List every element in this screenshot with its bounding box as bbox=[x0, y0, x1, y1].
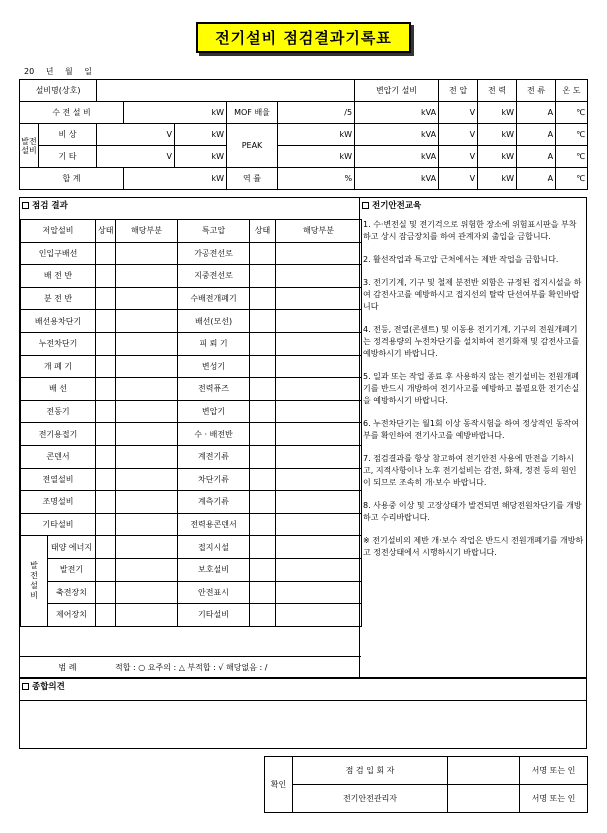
low-part-cell[interactable] bbox=[116, 536, 178, 559]
high-status-cell[interactable] bbox=[250, 491, 276, 514]
high-status-cell[interactable] bbox=[250, 445, 276, 468]
high-status-cell[interactable] bbox=[250, 310, 276, 333]
low-voltage-item: 전열설비 bbox=[21, 468, 96, 491]
low-voltage-item: 기타설비 bbox=[21, 513, 96, 536]
opinion-heading: 종합의견 bbox=[20, 679, 586, 696]
witness-label: 점 검 입 회 자 bbox=[293, 757, 448, 785]
peak-label: PEAK bbox=[227, 124, 278, 168]
document-title: 전기설비 점검결과기록표 bbox=[196, 22, 411, 53]
results-col-header: 해당부분 bbox=[276, 220, 362, 243]
low-voltage-item: 분 전 반 bbox=[21, 287, 96, 310]
safety-item: 7. 점검결과를 항상 참고하여 전기안전 사용에 만전을 기하시고, 지적사항이나 노후 전기설비는 감전, 화재, 정전 등의 원인이 되므로 조속히 개·보수 바랍니다. bbox=[363, 454, 577, 487]
tr2-a[interactable]: A bbox=[517, 124, 556, 146]
results-row bbox=[21, 491, 362, 514]
gen-item: 제어장치 bbox=[48, 604, 96, 627]
tr2-kw[interactable]: kW bbox=[478, 124, 517, 146]
checkbox-square-icon bbox=[22, 202, 29, 209]
high-part-cell[interactable] bbox=[276, 536, 362, 559]
results-row bbox=[21, 400, 362, 423]
low-part-cell[interactable] bbox=[116, 513, 178, 536]
high-voltage-item: 가공전선로 bbox=[178, 242, 250, 265]
confirm-label: 확인 bbox=[265, 757, 293, 813]
tr3-v[interactable]: V bbox=[439, 146, 478, 168]
low-part-cell[interactable] bbox=[116, 400, 178, 423]
low-voltage-item: 배선용차단기 bbox=[21, 310, 96, 333]
high-voltage-item: 차단기류 bbox=[178, 468, 250, 491]
high-voltage-item: 접지시설 bbox=[178, 536, 250, 559]
safety-section bbox=[360, 197, 587, 678]
low-voltage-item: 콘덴서 bbox=[21, 445, 96, 468]
high-status-cell[interactable] bbox=[250, 332, 276, 355]
gen-item: 발전기 bbox=[48, 558, 96, 581]
tr3-a[interactable]: A bbox=[517, 146, 556, 168]
high-part-cell[interactable] bbox=[276, 581, 362, 604]
high-part-cell[interactable] bbox=[276, 378, 362, 401]
tr4-a[interactable]: A bbox=[517, 168, 556, 190]
safety-item: 6. 누전차단기는 월1회 이상 동작시험을 하여 정상적인 동작여부를 확인하여 전기사고를 예방바랍니다. bbox=[363, 419, 579, 440]
high-voltage-item: 변성기 bbox=[178, 355, 250, 378]
manager-sign-label: 서명 또는 인 bbox=[520, 785, 588, 813]
high-part-cell[interactable] bbox=[276, 491, 362, 514]
low-status-cell[interactable] bbox=[96, 378, 116, 401]
legend-row bbox=[20, 656, 361, 678]
high-part-cell[interactable] bbox=[276, 400, 362, 423]
power-factor-label: 역 률 bbox=[227, 168, 278, 190]
results-row bbox=[21, 558, 362, 581]
high-status-cell[interactable] bbox=[250, 513, 276, 536]
low-voltage-item: 배 선 bbox=[21, 378, 96, 401]
low-status-cell[interactable] bbox=[96, 445, 116, 468]
other-v[interactable]: V bbox=[97, 146, 175, 168]
results-section bbox=[19, 197, 360, 678]
safety-item: 8. 사용중 이상 및 고장상태가 발견되면 해당전원차단기를 개방하고 수리바랍니다. bbox=[363, 501, 582, 522]
high-part-cell[interactable] bbox=[276, 242, 362, 265]
voltage-label: 전 압 bbox=[439, 80, 478, 102]
high-part-cell[interactable] bbox=[276, 265, 362, 288]
other-label: 기 타 bbox=[39, 146, 97, 168]
total-label: 합 계 bbox=[20, 168, 124, 190]
peak-kw-2[interactable]: kW bbox=[278, 146, 355, 168]
high-voltage-item: 피 뢰 기 bbox=[178, 332, 250, 355]
low-part-cell[interactable] bbox=[116, 468, 178, 491]
safety-item: 3. 전기기계, 기구 및 철제 분전반 외함은 규정된 접지시설을 하여 감전사고를 예방하시고 접지선의 탈락 단선여부를 확인바랍니다 bbox=[363, 278, 582, 311]
safety-item: 5. 일과 또는 작업 종료 후 사용하지 않는 전기설비는 전원개폐기를 반드시 개방하여 전기사고를 예방하고 불필요한 전기손실을 예방하시기 바랍니다. bbox=[363, 372, 580, 405]
tr4-kw[interactable]: kW bbox=[478, 168, 517, 190]
high-voltage-item: 계측기류 bbox=[178, 491, 250, 514]
results-row bbox=[21, 604, 362, 627]
low-status-cell[interactable] bbox=[96, 581, 116, 604]
tr1-c[interactable]: ℃ bbox=[556, 102, 588, 124]
high-part-cell[interactable] bbox=[276, 604, 362, 627]
low-status-cell[interactable] bbox=[96, 287, 116, 310]
high-voltage-item: 안전표시 bbox=[178, 581, 250, 604]
high-status-cell[interactable] bbox=[250, 287, 276, 310]
results-row bbox=[21, 355, 362, 378]
mof-label: MOF 배율 bbox=[227, 102, 278, 124]
facility-name-value[interactable] bbox=[97, 80, 355, 102]
results-row bbox=[21, 445, 362, 468]
power-label: 전 력 bbox=[478, 80, 517, 102]
power-factor-value[interactable]: % bbox=[278, 168, 355, 190]
high-part-cell[interactable] bbox=[276, 423, 362, 446]
temp-label: 온 도 bbox=[556, 80, 588, 102]
high-voltage-item: 지중전선로 bbox=[178, 265, 250, 288]
total-kw[interactable]: kW bbox=[124, 168, 227, 190]
high-voltage-item: 기타설비 bbox=[178, 604, 250, 627]
high-part-cell[interactable] bbox=[276, 355, 362, 378]
high-status-cell[interactable] bbox=[250, 468, 276, 491]
high-voltage-item: 계전기류 bbox=[178, 445, 250, 468]
results-col-header: 상태 bbox=[96, 220, 116, 243]
low-part-cell[interactable] bbox=[116, 287, 178, 310]
results-header-row bbox=[21, 220, 362, 243]
high-voltage-item: 수 · 배전반 bbox=[178, 423, 250, 446]
high-status-cell[interactable] bbox=[250, 423, 276, 446]
results-row bbox=[21, 378, 362, 401]
low-status-cell[interactable] bbox=[96, 423, 116, 446]
safety-heading: 전기안전교육 bbox=[360, 198, 586, 215]
results-table bbox=[20, 219, 362, 627]
tr4-c[interactable]: ℃ bbox=[556, 168, 588, 190]
high-part-cell[interactable] bbox=[276, 445, 362, 468]
witness-sign-field[interactable] bbox=[448, 757, 520, 785]
results-col-header: 해당부분 bbox=[116, 220, 178, 243]
gen-item: 태양 에너지 bbox=[48, 536, 96, 559]
low-part-cell[interactable] bbox=[116, 581, 178, 604]
high-part-cell[interactable] bbox=[276, 558, 362, 581]
high-voltage-item: 전력퓨즈 bbox=[178, 378, 250, 401]
gen-item: 축전장치 bbox=[48, 581, 96, 604]
safety-text bbox=[363, 219, 584, 570]
low-status-cell[interactable] bbox=[96, 491, 116, 514]
high-status-cell[interactable] bbox=[250, 242, 276, 265]
low-status-cell[interactable] bbox=[96, 265, 116, 288]
high-voltage-item: 변압기 bbox=[178, 400, 250, 423]
results-heading: 점검 결과 bbox=[20, 198, 359, 215]
low-status-cell[interactable] bbox=[96, 558, 116, 581]
low-part-cell[interactable] bbox=[116, 242, 178, 265]
other-kw[interactable]: kW bbox=[175, 146, 227, 168]
facility-name-label: 설비명(상호) bbox=[20, 80, 97, 102]
gen-group-label: 발전설비 bbox=[21, 536, 48, 626]
low-status-cell[interactable] bbox=[96, 310, 116, 333]
low-voltage-item: 누전차단기 bbox=[21, 332, 96, 355]
mof-value[interactable]: /5 bbox=[278, 102, 355, 124]
tr2-v[interactable]: V bbox=[439, 124, 478, 146]
results-row bbox=[21, 287, 362, 310]
low-status-cell[interactable] bbox=[96, 242, 116, 265]
low-part-cell[interactable] bbox=[116, 378, 178, 401]
high-voltage-item: 수배전개폐기 bbox=[178, 287, 250, 310]
tr1-v[interactable]: V bbox=[439, 102, 478, 124]
low-status-cell[interactable] bbox=[96, 604, 116, 627]
low-status-cell[interactable] bbox=[96, 468, 116, 491]
opinion-divider bbox=[20, 700, 586, 701]
high-voltage-item: 배선(모선) bbox=[178, 310, 250, 333]
tr1-kva[interactable]: kVA bbox=[355, 102, 439, 124]
date-line: 20 년 월 일 bbox=[24, 67, 92, 76]
results-row bbox=[21, 310, 362, 333]
safety-item: 1. 수·변전실 및 전기걱으로 위험한 장소에 위험표시판을 부착하고 상시 잠금장치를 하여 관계자외 출입을 금합니다. bbox=[363, 220, 577, 241]
low-part-cell[interactable] bbox=[116, 604, 178, 627]
low-status-cell[interactable] bbox=[96, 400, 116, 423]
high-status-cell[interactable] bbox=[250, 604, 276, 627]
tr1-a[interactable]: A bbox=[517, 102, 556, 124]
tr2-kva[interactable]: kVA bbox=[355, 124, 439, 146]
results-row bbox=[21, 536, 362, 559]
safety-item: ※ 전기설비의 제반 개·보수 작업은 반드시 전원개폐기를 개방하고 정전상태에서 시행하시기 바랍니다. bbox=[363, 536, 584, 557]
tr3-kva[interactable]: kVA bbox=[355, 146, 439, 168]
high-part-cell[interactable] bbox=[276, 468, 362, 491]
manager-sign-field[interactable] bbox=[448, 785, 520, 813]
low-part-cell[interactable] bbox=[116, 558, 178, 581]
high-status-cell[interactable] bbox=[250, 581, 276, 604]
high-part-cell[interactable] bbox=[276, 310, 362, 333]
gen-label: 발전설비 bbox=[20, 124, 39, 168]
high-status-cell[interactable] bbox=[250, 558, 276, 581]
safety-item: 4. 전등, 전열(콘센트) 및 이동용 전기기계, 기구의 전원개폐기는 정격용량의 누전차단기를 설치하여 전기화재 및 감전사고를 예방하시기 바랍니다. bbox=[363, 325, 580, 358]
low-status-cell[interactable] bbox=[96, 332, 116, 355]
manager-label: 전기안전관리자 bbox=[293, 785, 448, 813]
results-row bbox=[21, 513, 362, 536]
tr1-kw[interactable]: kW bbox=[478, 102, 517, 124]
peak-kw-1[interactable]: kW bbox=[278, 124, 355, 146]
tr3-c[interactable]: ℃ bbox=[556, 146, 588, 168]
safety-item: 2. 활선작업과 특고압 근처에서는 제반 작업을 금합니다. bbox=[363, 255, 559, 264]
high-status-cell[interactable] bbox=[250, 536, 276, 559]
high-part-cell[interactable] bbox=[276, 287, 362, 310]
summary-table bbox=[19, 79, 588, 190]
low-part-cell[interactable] bbox=[116, 423, 178, 446]
low-part-cell[interactable] bbox=[116, 265, 178, 288]
low-part-cell[interactable] bbox=[116, 355, 178, 378]
low-voltage-item: 인입구배선 bbox=[21, 242, 96, 265]
high-part-cell[interactable] bbox=[276, 513, 362, 536]
results-row bbox=[21, 242, 362, 265]
opinion-section bbox=[19, 678, 587, 749]
high-status-cell[interactable] bbox=[250, 400, 276, 423]
results-col-header: 저압설비 bbox=[21, 220, 96, 243]
results-row bbox=[21, 265, 362, 288]
low-voltage-item: 배 전 반 bbox=[21, 265, 96, 288]
receiving-kw[interactable]: kW bbox=[124, 102, 227, 124]
low-part-cell[interactable] bbox=[116, 491, 178, 514]
low-part-cell[interactable] bbox=[116, 445, 178, 468]
low-voltage-item: 전기용접기 bbox=[21, 423, 96, 446]
receiving-label: 수 전 설 비 bbox=[20, 102, 124, 124]
emergency-v[interactable]: V bbox=[97, 124, 175, 146]
results-col-header: 특고압 bbox=[178, 220, 250, 243]
low-part-cell[interactable] bbox=[116, 332, 178, 355]
results-row bbox=[21, 423, 362, 446]
low-voltage-item: 개 폐 기 bbox=[21, 355, 96, 378]
low-voltage-item: 조명설비 bbox=[21, 491, 96, 514]
results-row bbox=[21, 332, 362, 355]
high-part-cell[interactable] bbox=[276, 332, 362, 355]
low-part-cell[interactable] bbox=[116, 310, 178, 333]
checkbox-square-icon bbox=[22, 683, 29, 690]
tr4-v[interactable]: V bbox=[439, 168, 478, 190]
legend-label: 범 례 bbox=[58, 663, 77, 672]
high-status-cell[interactable] bbox=[250, 378, 276, 401]
transformer-label: 변압기 설비 bbox=[355, 80, 439, 102]
results-row bbox=[21, 468, 362, 491]
emergency-label: 비 상 bbox=[39, 124, 97, 146]
high-status-cell[interactable] bbox=[250, 355, 276, 378]
results-col-header: 상태 bbox=[250, 220, 276, 243]
low-voltage-item: 전동기 bbox=[21, 400, 96, 423]
legend-text: 적합 : ○ 요주의 : △ 부적합 : √ 해당없음 : / bbox=[115, 663, 268, 672]
tr4-kva[interactable]: kVA bbox=[355, 168, 439, 190]
high-status-cell[interactable] bbox=[250, 265, 276, 288]
tr2-c[interactable]: ℃ bbox=[556, 124, 588, 146]
current-label: 전 류 bbox=[517, 80, 556, 102]
emergency-kw[interactable]: kW bbox=[175, 124, 227, 146]
checkbox-square-icon bbox=[362, 202, 369, 209]
high-voltage-item: 보호설비 bbox=[178, 558, 250, 581]
high-voltage-item: 전력용콘덴서 bbox=[178, 513, 250, 536]
confirm-table bbox=[264, 756, 588, 813]
witness-sign-label: 서명 또는 인 bbox=[520, 757, 588, 785]
results-row bbox=[21, 581, 362, 604]
low-status-cell[interactable] bbox=[96, 513, 116, 536]
low-status-cell[interactable] bbox=[96, 536, 116, 559]
tr3-kw[interactable]: kW bbox=[478, 146, 517, 168]
low-status-cell[interactable] bbox=[96, 355, 116, 378]
